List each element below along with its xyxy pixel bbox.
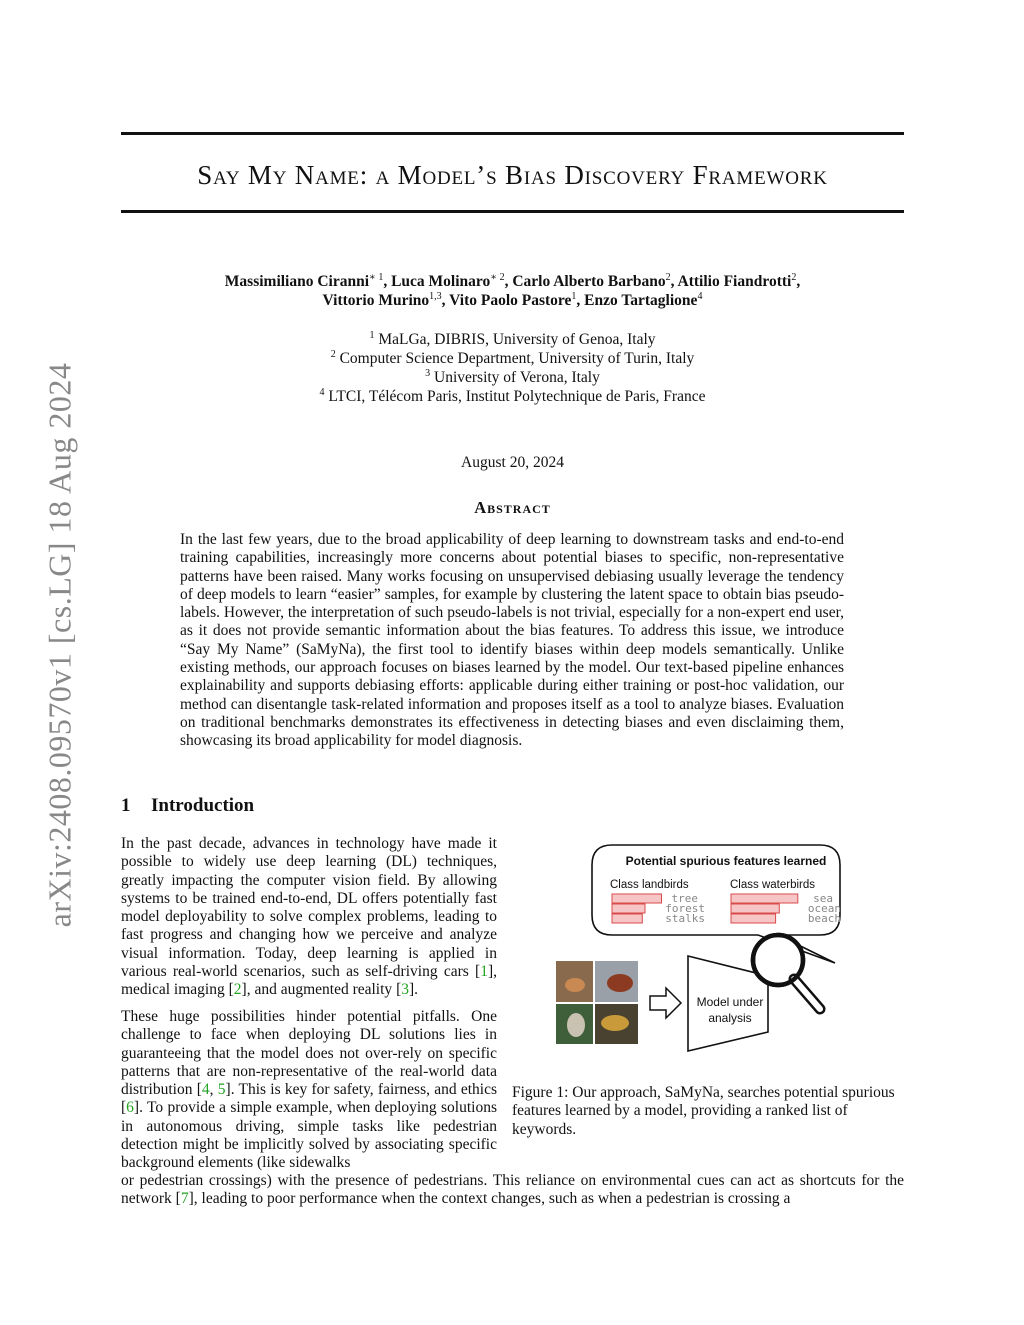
intro-paragraph-1: In the past decade, advances in technology have made it possible to widely use deep learning (DL) techniques, greatly impacting the computer vision field. By allowing systems to be trained end-to-end, DL offers potentially fast model deployability to solve complex problems, leading to fast progress and changing how we perceive and analyze visual information. Today, deep learning is applied in various real-world scenarios, such as self-driving cars [1], medical imaging [2], and augmented reality [3]. (121, 835, 497, 999)
author: Carlo Alberto Barbano$^2$ (512, 272, 671, 290)
section-title: Introduction (151, 795, 255, 816)
intro-paragraph-2: These huge possibilities hinder potential pitfalls. One challenge to face when deploying DL solutions lies in guaranteeing that the model does not over-rely on specific patterns that are non-representative of the real-world data distribution [4, 5]. This is key for safety, fairness, and ethics [6]. To provide a simple example, when deploying solutions in autonomous driving, simple tasks like pedestrian detection might be implicitly solved by associating specific background elements (like sidewalks (121, 1008, 498, 1172)
citation-link[interactable]: 7 (180, 1190, 189, 1208)
keyword-bar (612, 894, 662, 903)
keyword-bar (731, 894, 798, 903)
citation-link[interactable]: 6 (126, 1099, 134, 1117)
intro-paragraph-2-continuation: or pedestrian crossings) with the presence of pedestrians. This reliance on environmental cues can act as shortcuts for the network [7], leading to poor performance when the context changes, such as when a pedestrian is crossing a (121, 1172, 904, 1208)
figure-1-caption: Figure 1: Our approach, SaMyNa, searches potential spurious features learned by a model, providing a ranked list of keywords. (512, 1084, 895, 1138)
author: Vittorio Murino$^{1,3}$ (322, 291, 442, 309)
keyword-label: sea (813, 892, 833, 905)
keyword-bar (612, 904, 645, 913)
citation-link[interactable]: 5 (217, 1081, 226, 1099)
author: Luca Molinaro$^{∗ 2}$ (391, 272, 505, 290)
section-heading (121, 795, 254, 817)
paper-title: Say My Name: a Model’s Bias Discovery Framework (197, 160, 828, 190)
keyword-label: ocean (807, 902, 841, 915)
class1-label: Class landbirds (610, 879, 689, 891)
paper-date: August 20, 2024 (461, 454, 564, 471)
citation-link[interactable]: 2 (233, 981, 242, 999)
abstract-heading: Abstract (474, 498, 551, 517)
citation-link[interactable]: 3 (401, 981, 409, 999)
model-label-line2: analysis (708, 1011, 752, 1025)
citation-link[interactable]: 1 (480, 963, 488, 981)
model-label-line1: Model under (696, 995, 764, 1009)
keyword-bar (731, 904, 779, 913)
figure-1-diagram (550, 843, 850, 1058)
keyword-bar (612, 914, 642, 923)
title-bottom-rule (121, 210, 904, 213)
affiliation: $^1$ MaLGa, DIBRIS, University of Genoa, Italy (369, 330, 656, 348)
section-number: 1 (121, 795, 131, 816)
author: Enzo Tartaglione$^4$ (584, 291, 703, 309)
citation-link[interactable]: 4 (201, 1081, 210, 1099)
arrow-icon (650, 988, 681, 1018)
keyword-label: tree (671, 892, 698, 905)
abstract-text: In the last few years, due to the broad applicability of deep learning to downstream tasks and end-to-end training capabilities, increasingly more concerns about potential biases to specific, non-representative patterns have been raised. Many works focusing on unsupervised debiasing usually leverage the tendency of deep models to learn “easier” samples, for example by clustering the latent space to obtain bias pseudo-labels. However, the interpretation of such pseudo-labels is not trivial, especially for a non-expert end user, as it does not provide semantic information about the bias features. To address this issue, we introduce “Say My Name” (SaMyNa), the first tool to identify biases within deep models semantically. Unlike existing methods, our approach focuses on biases learned by the model. Our text-based pipeline enhances explainability and supports debiasing efforts: applicable during either training or post-hoc validation, our method can disentangle task-related information and proposes itself as a tool to analyze biases. Evaluation on traditional benchmarks demonstrates its effectiveness in detecting biases and even disclaiming them, showcasing its broad applicability for model diagnosis. (180, 531, 844, 750)
author: Attilio Fiandrotti$^2$ (677, 272, 797, 290)
affiliation-list (121, 330, 904, 406)
figure-1 (550, 843, 850, 1058)
bubble-title: Potential spurious features learned (625, 854, 827, 868)
arxiv-side-stamp: arXiv:2408.09570v1 [cs.LG] 18 Aug 2024 (41, 362, 78, 928)
author: Vito Paolo Pastore$^1$ (449, 291, 577, 309)
bird-image-grid (556, 961, 638, 1044)
keyword-label: beach (807, 912, 841, 925)
affiliation: $^2$ Computer Science Department, University of Turin, Italy (330, 349, 695, 367)
keyword-label: forest (665, 902, 705, 915)
keyword-bar (731, 914, 776, 923)
keyword-label: stalks (665, 912, 705, 925)
author: Massimiliano Ciranni$^{∗ 1}$ (224, 272, 384, 290)
class2-label: Class waterbirds (730, 879, 815, 891)
title-top-rule (121, 132, 904, 135)
affiliation: $^3$ University of Verona, Italy (425, 368, 600, 386)
affiliation: $^4$ LTCI, Télécom Paris, Institut Polytechnique de Paris, France (319, 387, 706, 405)
author-list: Massimiliano Ciranni$^{∗ 1}$, Luca Molinaro$^{∗ 2}$, Carlo Alberto Barbano$^2$, Attilio Fiandrotti$^2$, Vittorio Murino$^{1,3}$, Vito Paolo Pastore$^1$, Enzo Tartaglione$^4$ (224, 272, 801, 309)
